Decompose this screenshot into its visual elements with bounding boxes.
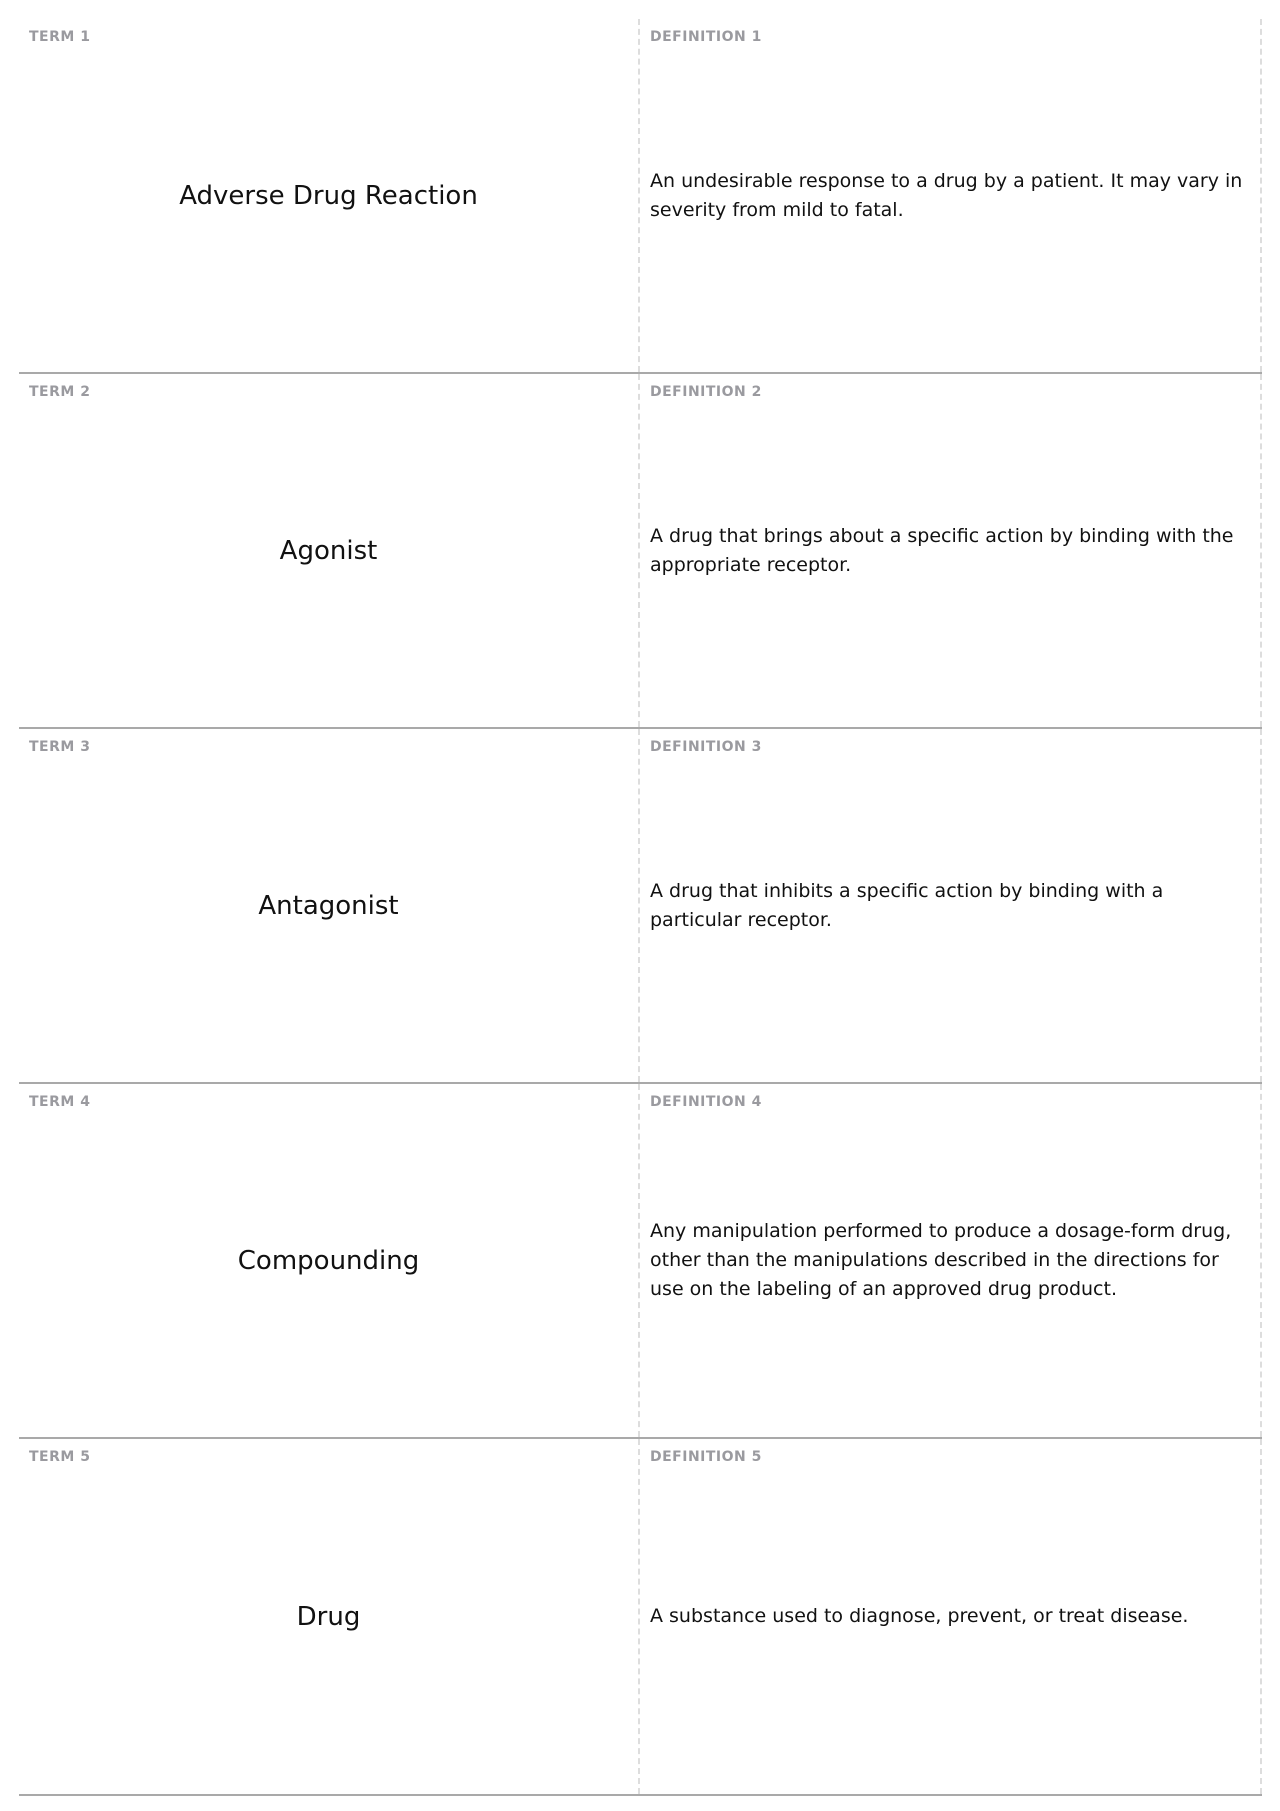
term-label: TERM 5 bbox=[29, 1449, 91, 1465]
term-label: TERM 3 bbox=[29, 739, 91, 755]
flashcard-row bbox=[19, 1439, 1262, 1796]
definition-cell bbox=[640, 1439, 1262, 1794]
definition-cell bbox=[640, 374, 1262, 727]
term-cell bbox=[19, 1084, 640, 1437]
definition-label: DEFINITION 2 bbox=[650, 384, 762, 400]
term-cell bbox=[19, 1439, 640, 1794]
term-cell bbox=[19, 729, 640, 1082]
definition-text: A drug that brings about a specific action by binding with the appropriate receptor. bbox=[650, 524, 1234, 576]
definition-text-wrap bbox=[650, 1439, 1250, 1794]
definition-cell bbox=[640, 1084, 1262, 1437]
term-cell bbox=[19, 19, 640, 372]
term-label: TERM 1 bbox=[29, 29, 91, 45]
term-text: Drug bbox=[296, 1601, 361, 1632]
term-text: Agonist bbox=[279, 535, 378, 566]
definition-text-wrap bbox=[650, 19, 1250, 372]
term-text: Adverse Drug Reaction bbox=[179, 180, 478, 211]
flashcard-row bbox=[19, 374, 1262, 729]
flashcard-sheet bbox=[19, 19, 1262, 1796]
flashcard-row bbox=[19, 19, 1262, 374]
flashcard-row bbox=[19, 1084, 1262, 1439]
definition-text-wrap bbox=[650, 374, 1250, 727]
definition-label: DEFINITION 3 bbox=[650, 739, 762, 755]
definition-cell bbox=[640, 729, 1262, 1082]
definition-label: DEFINITION 1 bbox=[650, 29, 762, 45]
definition-text: Any manipulation performed to produce a dosage-form drug, other than the manipulations described in the directions for use on the labeling of an approved drug product. bbox=[650, 1220, 1232, 1300]
definition-label: DEFINITION 4 bbox=[650, 1094, 762, 1110]
definition-text: A substance used to diagnose, prevent, or treat disease. bbox=[650, 1605, 1189, 1627]
term-cell bbox=[19, 374, 640, 727]
term-text: Antagonist bbox=[258, 890, 399, 921]
definition-text-wrap bbox=[650, 729, 1250, 1082]
term-label: TERM 2 bbox=[29, 384, 91, 400]
term-text: Compounding bbox=[237, 1245, 420, 1276]
term-label: TERM 4 bbox=[29, 1094, 91, 1110]
definition-label: DEFINITION 5 bbox=[650, 1449, 762, 1465]
definition-cell bbox=[640, 19, 1262, 372]
definition-text: An undesirable response to a drug by a patient. It may vary in severity from mild to fatal. bbox=[650, 169, 1243, 221]
definition-text-wrap bbox=[650, 1084, 1250, 1437]
definition-text: A drug that inhibits a specific action by binding with a particular receptor. bbox=[650, 879, 1164, 931]
flashcard-row bbox=[19, 729, 1262, 1084]
